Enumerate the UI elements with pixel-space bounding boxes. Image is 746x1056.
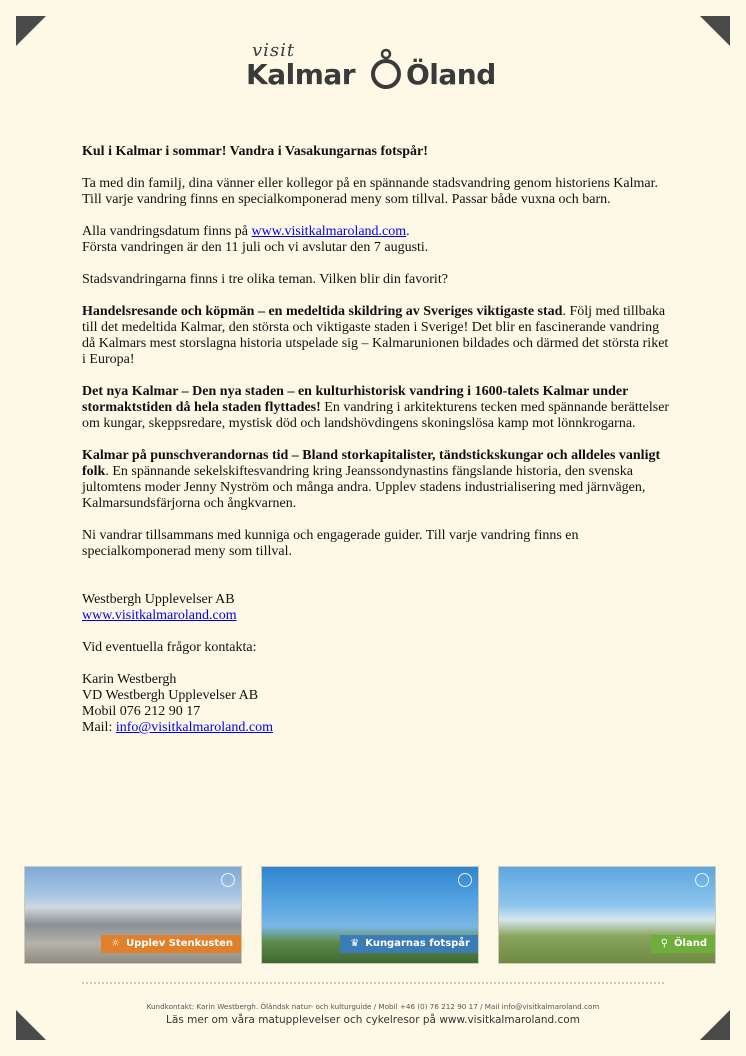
corner-top-right [700, 16, 730, 46]
dates-prefix: Alla vandringsdatum finns på [82, 224, 252, 239]
company-block [82, 592, 672, 624]
theme-1-text: . Följ med tillbaka till det medeltida Kalmar, den största och viktigaste staden i Sverige! Det blir en fascinerande vandring då Kalmars mest storslagna historia utspelade sig – Kalmarunionen bildades och därmed det största riket i Europa! [82, 304, 669, 367]
dotted-divider [82, 982, 664, 984]
dates-suffix: . [406, 224, 410, 239]
logo-visit: visit [252, 40, 296, 61]
dates-line: Första vandringen är den 11 juli och vi avslutar den 7 augusti. [82, 240, 429, 255]
contact-mail-prefix: Mail: [82, 720, 116, 735]
website-link[interactable]: www.visitkalmaroland.com [251, 224, 407, 239]
photo-kungarnas[interactable] [261, 866, 479, 964]
theme-1-title: Handelsresande och köpmän – en medeltida skildring av Sveriges viktigaste stad [82, 304, 563, 319]
logo-badge-icon [221, 873, 235, 887]
photo-strip [24, 866, 722, 964]
theme-3 [82, 448, 672, 512]
logo-oland: Öland [406, 58, 496, 91]
footer-more-info: Läs mer om våra matupplevelser och cykelresor på www.visitkalmaroland.com [166, 1014, 580, 1026]
contact-phone: Mobil 076 212 90 17 [82, 704, 201, 719]
photo-oland[interactable] [498, 866, 716, 964]
letter-body [82, 144, 672, 752]
page-title: Kul i Kalmar i sommar! Vandra i Vasakungarnas fotspår! [82, 144, 428, 159]
photo-label-text: Upplev Stenkusten [126, 938, 233, 949]
guides-paragraph: Ni vandrar tillsammans med kunniga och engagerade guider. Till varje vandring finns en specialkomponerad meny som tillval. [82, 528, 579, 559]
bicycle-icon: ⚲ [660, 938, 669, 949]
photo-label-text: Kungarnas fotspår [365, 938, 470, 949]
logo-badge-icon [695, 873, 709, 887]
theme-1 [82, 304, 672, 368]
themes-intro: Stadsvandringarna finns i tre olika teman. Vilken blir din favorit? [82, 272, 448, 287]
logo-kalmar: Kalmar [246, 58, 356, 91]
sun-icon: ☼ [111, 938, 121, 949]
contact-title: VD Westbergh Upplevelser AB [82, 688, 259, 703]
intro-paragraph: Ta med din familj, dina vänner eller kollegor på en spännande stadsvandring genom historiens Kalmar. Till varje vandring finns en specialkomponerad meny som tillval. Passar både vuxna och barn. [82, 176, 658, 207]
compass-icon [366, 48, 406, 92]
photo-label-text: Öland [674, 938, 707, 949]
photo-label-kungarnas [340, 935, 478, 953]
contact-mail-link[interactable]: info@visitkalmaroland.com [115, 720, 273, 735]
logo-badge-icon [458, 873, 472, 887]
contact-name: Karin Westbergh [82, 672, 177, 687]
company-name: Westbergh Upplevelser AB [82, 592, 235, 607]
corner-top-left [16, 16, 46, 46]
photo-stenkusten[interactable] [24, 866, 242, 964]
theme-2-text: En vandring i arkitekturens tecken med spännande berättelser om kungar, skeppsredare, mystisk död och landshövdingens skoningslösa kamp mot lönnkrogarna. [82, 400, 670, 431]
theme-2-title: Det nya Kalmar – Den nya staden – en kulturhistorisk vandring i 1600-talets Kalmar under stormaktstiden då hela staden flyttades! [82, 384, 629, 415]
theme-2 [82, 384, 672, 432]
photo-label-stenkusten [101, 935, 241, 953]
contact-block [82, 672, 672, 736]
crown-icon: ♛ [350, 938, 360, 949]
logo [246, 40, 506, 96]
footer-contact: Kundkontakt: Karin Westbergh. Öländsk natur- och kulturguide / Mobil +46 (0) 76 212 90 17 / Mail info@visitkalmaroland.com [146, 1002, 600, 1011]
theme-3-title: Kalmar på punschverandornas tid – Bland storkapitalister, tändstickskungar och alldeles vanligt folk [82, 448, 661, 479]
theme-3-text: . En spännande sekelskiftesvandring kring Jeanssondynastins fängslande historia, den svenska jultomtens moder Jenny Nyström och många andra. Upplev stadens industrialisering med järnvägen, Kalmarsundsfärjorna och ångkvarnen. [82, 464, 646, 511]
questions-line: Vid eventuella frågor kontakta: [82, 640, 257, 655]
dates-paragraph [82, 224, 672, 256]
company-link[interactable]: www.visitkalmaroland.com [82, 608, 237, 623]
photo-label-oland [651, 935, 715, 953]
